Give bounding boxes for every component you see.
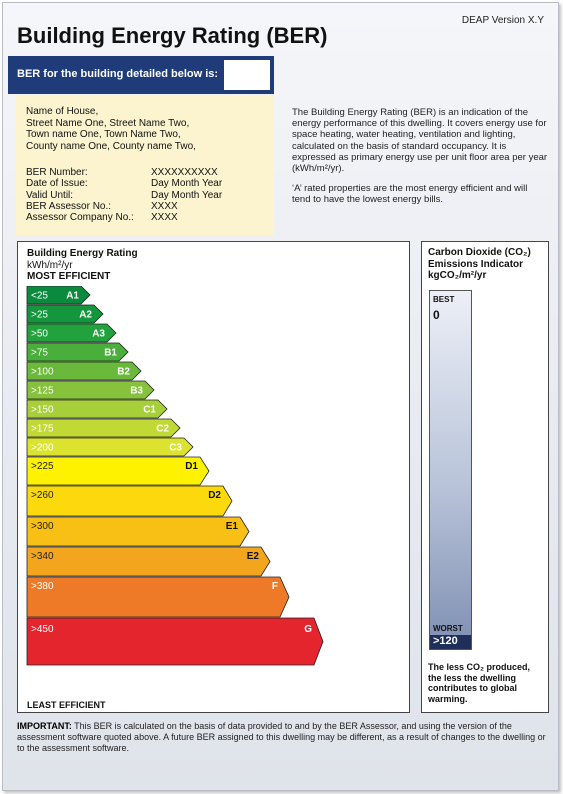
detail-label: Date of Issue: [26,178,88,190]
detail-row [26,212,222,223]
band-range-label: >25 [31,309,48,321]
band-grade-label: E2 [246,551,259,562]
property-address: Name of House, Street Name One, Street Name Two, Town name One, Town Name Two, County name One, County name Two, [26,106,196,152]
detail-value: Day Month Year [151,189,223,201]
rating-band-b1 [27,343,128,361]
band-arrow [27,457,209,485]
rating-band-c2 [27,419,180,437]
detail-row [26,190,222,201]
co2-worst-value: >120 [430,635,471,649]
detail-label: BER Number: [26,167,88,178]
explanation-paragraph: The Building Energy Rating (BER) is an indication of the energy performance of this dwelling. It covers energy use for space heating, water heating, ventilation and lighting, calculated on the basis of standard occupancy. It is expressed as primary energy use per unit floor area per year (kWh/m²/yr). [292,107,548,175]
co2-indicator-panel [421,241,549,713]
co2-title-block [428,247,531,282]
detail-label: Assessor Company No.: [26,212,134,224]
band-grade-label: A1 [66,290,79,302]
co2-best-value: 0 [433,308,440,322]
band-grade-label: A3 [92,328,105,340]
rating-band-c1 [27,400,167,418]
chart-title: Building Energy Rating [27,248,138,259]
band-arrow [27,547,270,576]
rating-band-g [27,618,323,665]
chart-unit: kWh/m²/yr [27,259,73,271]
detail-label: BER Assessor No.: [26,200,112,212]
ber-result-box [224,60,270,90]
most-efficient-label: MOST EFFICIENT [27,271,111,282]
energy-rating-chart [17,241,410,713]
band-grade-label: B1 [104,347,117,359]
band-range-label: >225 [31,461,54,472]
band-range-label: >50 [31,328,48,340]
rating-bands [18,286,409,706]
co2-worst-label: WORST [433,624,463,633]
co2-subtitle: Emissions Indicator [428,258,524,270]
page-title: Building Energy Rating (BER) [17,23,328,48]
band-grade-label: C1 [143,404,156,416]
co2-note: The less CO₂ produced, the less the dwelling contributes to global warming. [428,662,531,704]
co2-unit: kgCO₂/m²/yr [428,270,487,281]
band-arrow [27,577,289,617]
detail-value: XXXXXXXXXX [151,167,218,178]
important-label: IMPORTANT: [17,721,72,731]
detail-label: Valid Until: [26,189,74,201]
band-range-label: >340 [31,551,54,562]
band-range-label: >175 [31,423,54,435]
rating-band-a2 [27,305,103,323]
important-notice [17,721,552,754]
rating-band-a3 [27,324,116,342]
ber-explanation [292,107,548,215]
detail-value: Day Month Year [151,178,223,190]
band-range-label: <25 [31,290,48,302]
rating-band-e1 [27,517,249,546]
rating-band-c3 [27,438,193,456]
least-efficient-label: LEAST EFFICIENT [27,700,106,710]
detail-row [26,178,222,189]
band-grade-label: D2 [208,490,221,501]
band-range-label: >380 [31,581,54,592]
band-grade-label: E1 [225,521,238,532]
band-range-label: >450 [31,624,54,635]
certificate-details [26,167,222,223]
rating-band-b3 [27,381,154,399]
ber-certificate [2,2,559,791]
band-grade-label: C3 [169,442,182,454]
band-range-label: >200 [31,442,54,454]
band-range-label: >125 [31,385,54,397]
band-range-label: >100 [31,366,54,378]
detail-row [26,201,222,212]
address-panel [16,95,274,235]
band-grade-label: F [271,581,278,592]
important-text: This BER is calculated on the basis of data provided to and by the BER Assessor, and using the version of the assessment software quoted above. A future BER assigned to this dwelling may be different, as a result of changes to the dwelling or to the assessment software. [17,721,546,753]
band-grade-label: B2 [117,366,130,378]
band-arrow [27,486,232,516]
co2-scale-bar [429,290,472,650]
rating-band-b2 [27,362,141,380]
version-label: DEAP Version X.Y [461,15,544,26]
band-grade-label: C2 [156,423,169,435]
co2-best-label: BEST [433,295,455,304]
band-range-label: >260 [31,490,54,501]
rating-band-d2 [27,486,232,516]
band-grade-label: B3 [130,385,143,397]
rating-band-e2 [27,547,270,576]
co2-title: Carbon Dioxide (CO₂) [428,247,531,258]
rating-band-f [27,577,289,617]
band-arrow [27,517,249,546]
rating-band-d1 [27,457,209,485]
band-grade-label: D1 [185,461,198,472]
band-range-label: >300 [31,521,54,532]
explanation-paragraph: ‘A’ rated properties are the most energy efficient and will tend to have the lowest energy bills. [292,183,528,206]
rating-band-a1 [27,286,90,304]
band-range-label: >75 [31,347,48,359]
chart-title-block [27,248,138,283]
detail-value: XXXX [151,212,178,224]
band-arrow [27,618,323,665]
band-range-label: >150 [31,404,54,416]
ber-result-bar [8,56,274,94]
detail-value: XXXX [151,200,178,212]
band-grade-label: A2 [79,309,92,321]
ber-result-label: BER for the building detailed below is: [17,68,219,80]
band-grade-label: G [304,624,312,635]
detail-row [26,167,222,178]
